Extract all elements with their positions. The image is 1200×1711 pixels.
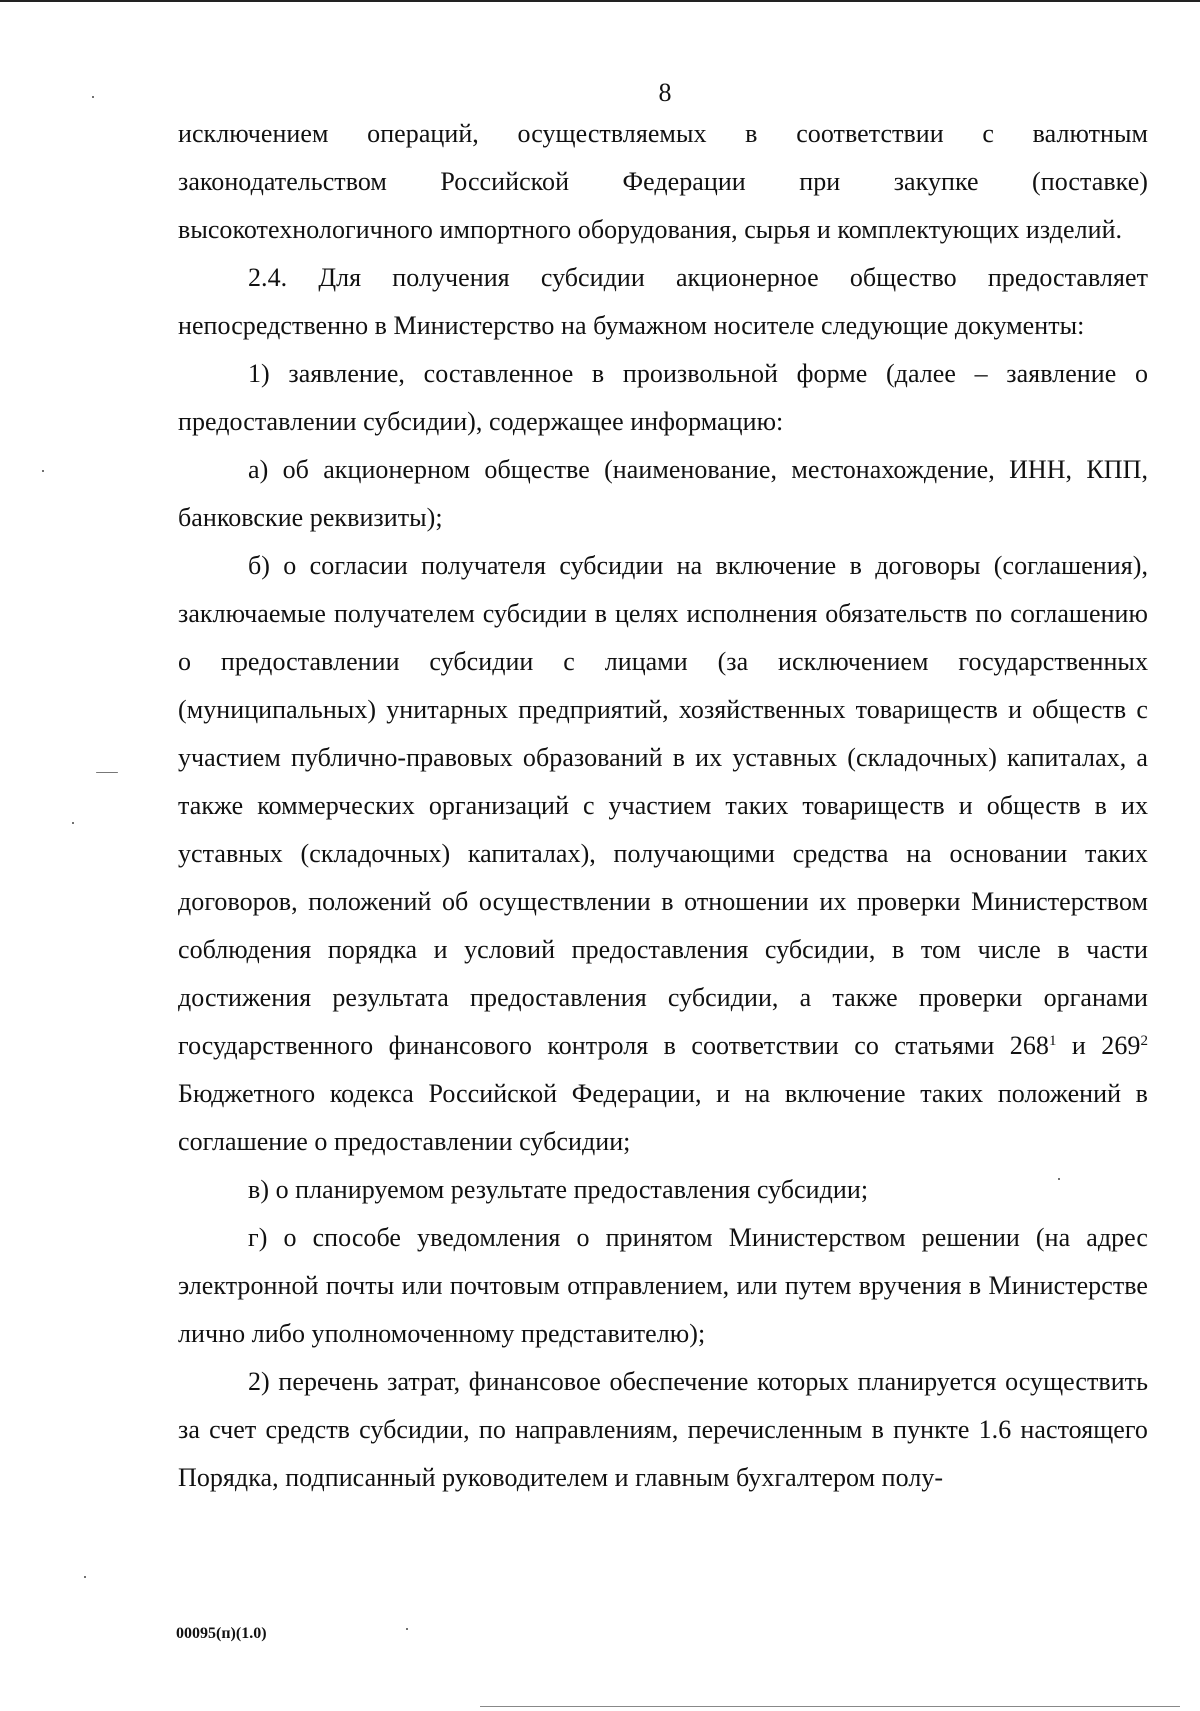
- subitem-b-text-start: б) о согласии получателя субсидии на включение в договоры (соглашения), заключаемые получателем субсидии в целях исполнения обязательств по соглашению о предоставлении субсидии с лицами (за исключением государственных (муниципальных) унитарных предприятий, хозяйственных товариществ и обществ с участием публично-правовых образований в их уставных (складочных) капиталах, а также коммерческих организаций с участием таких товариществ и обществ в их уставных (складочных) капиталах), получающими средства на основании таких договоров, положений об осуществлении в отношении их проверки Министерством соблюдения порядка и условий предоставления субсидии, в том числе в части достижения результата предоставления субсидии, а также проверки органами государственного финансового контроля в соответствии со статьями 268: [178, 551, 1148, 1060]
- document-footer-code: 00095(п)(1.0): [176, 1625, 267, 1642]
- paragraph-subitem-g: г) о способе уведомления о принятом Министерством решении (на адрес электронной почты или почтовым отправлением, или путем вручения в Министерстве лично либо уполномоченному представителю);: [178, 1223, 1148, 1348]
- subitem-b-text-middle: и 269: [1056, 1031, 1141, 1060]
- scan-speck: [72, 822, 74, 824]
- subitem-b-text-end: Бюджетного кодекса Российской Федерации, и на включение таких положений в соглашение о предоставлении субсидии;: [178, 1079, 1148, 1156]
- scan-mark: [96, 772, 118, 773]
- paragraph-2-4: 2.4. Для получения субсидии акционерное общество предоставляет непосредственно в Министерство на бумажном носителе следующие документы:: [178, 263, 1148, 340]
- paragraph-item-2-cost-list: 2) перечень затрат, финансовое обеспечение которых планируется осуществить за счет средств субсидии, по направлениям, перечисленным в пункте 1.6 настоящего Порядка, подписанный руководителем и главным бухгалтером полу-: [178, 1367, 1148, 1492]
- scan-speck: [1058, 1178, 1060, 1180]
- paragraph-subitem-a: а) об акционерном обществе (наименование, местонахождение, ИНН, КПП, банковские реквизиты);: [178, 455, 1148, 532]
- scan-speck: [84, 1576, 86, 1578]
- document-body: [178, 110, 1148, 1502]
- scan-speck: [42, 470, 44, 472]
- article-268-superscript: 1: [1048, 1033, 1057, 1049]
- scan-speck: [92, 96, 94, 98]
- page-number: 8: [658, 78, 672, 107]
- scan-bottom-edge: [480, 1706, 1180, 1707]
- scan-speck: [406, 1628, 408, 1630]
- paragraph-item-1-application: 1) заявление, составленное в произвольной форме (далее – заявление о предоставлении субсидии), содержащее информацию:: [178, 359, 1148, 436]
- paragraph-currency-exception: исключением операций, осуществляемых в соответствии с валютным законодательством Российской Федерации при закупке (поставке) высокотехнологичного импортного оборудования, сырья и комплектующих изделий.: [178, 119, 1148, 244]
- scan-top-edge: [0, 0, 1200, 2]
- article-269-superscript: 2: [1140, 1033, 1148, 1049]
- paragraph-subitem-b: [178, 542, 1148, 1166]
- paragraph-subitem-v: в) о планируемом результате предоставления субсидии;: [248, 1175, 869, 1204]
